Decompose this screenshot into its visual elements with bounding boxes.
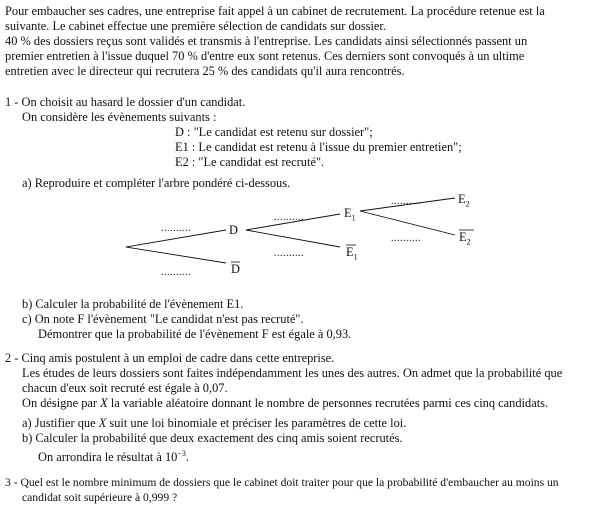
branch-d-e1bar — [246, 230, 340, 247]
q1-c2: Démontrer que la probabilité de l'évènement F est égale à 0,93. — [38, 327, 352, 341]
intro-line-4: premier entretien à l'issue duquel 70 % d'entre eux sont retenus. Ces derniers sont convoqués à un ultime — [5, 49, 525, 63]
tree-blank-e1-e2: .......... — [391, 196, 421, 207]
q1-a: a) Reproduire et compléter l'arbre pondéré ci-dessous. — [22, 176, 291, 190]
q2-b: b) Calculer la probabilité que deux exactement des cinq amis soient recrutés. — [22, 431, 403, 445]
node-d: D — [229, 223, 238, 237]
q2-line-3: chacun d'eux soit recruté est égale à 0,07. — [22, 381, 228, 395]
q2-a: a) Justifier que X suit une loi binomiale et préciser les paramètres de cette loi. — [22, 416, 407, 430]
q2-line-2: Les études de leurs dossiers sont faites indépendamment les unes des autres. On admet que la probabilité que — [22, 366, 563, 380]
tree-blank-d-e1bar: .......... — [274, 248, 304, 259]
event-e1: E1 : Le candidat est retenu à l'issue du premier entretien"; — [175, 140, 462, 154]
intro-line-3: 40 % des dossiers reçus sont validés et transmis à l'entreprise. Les candidats ainsi sélectionnés passent un — [5, 34, 528, 48]
q2-line-4: On désigne par X la variable aléatoire donnant le nombre de personnes recrutées parmi ces cinq candidats. — [22, 396, 549, 410]
intro-line-2: suivante. Le cabinet effectue une première sélection de candidats sur dossier. — [5, 19, 386, 33]
intro-line-1: Pour embaucher ses cadres, une entreprise fait appel à un cabinet de recrutement. La procédure retenue est la — [5, 4, 545, 18]
node-e2bar: $E_2$ — [459, 230, 471, 247]
q1-c: c) On note F l'évènement "Le candidat n'est pas recruté". — [22, 312, 304, 326]
intro-line-5: entretien avec le directeur qui recrutera 25 % des candidats qu'il aura rencontrés. — [5, 64, 405, 78]
node-dbar: D — [231, 262, 240, 276]
branch-root-dbar — [126, 247, 226, 263]
tree-blank-d-e1: .......... — [274, 212, 304, 223]
q2-b2: On arrondira le résultat à $10^{-3}$. — [38, 448, 189, 464]
q3-line-1: 3 - Quel est le nombre minimum de dossiers que le cabinet doit traiter pour que la probabilité d'embaucher au moins un — [5, 476, 559, 489]
node-e1: $E_1$ — [344, 206, 356, 223]
tree-blank-root-dbar: .......... — [161, 267, 191, 278]
q1-title: 1 - On choisit au hasard le dossier d'un candidat. — [5, 95, 246, 109]
node-e1bar: $E_1$ — [346, 245, 358, 262]
event-d: D : "Le candidat est retenu sur dossier"; — [175, 125, 373, 139]
q1-b: b) Calculer la probabilité de l'évènement E1. — [22, 297, 244, 311]
q3-line-2: candidat soit supérieure à 0,999 ? — [22, 491, 178, 504]
q1-consider: On considère les évènements suivants : — [22, 110, 217, 124]
node-e2: $E_2$ — [458, 192, 470, 209]
tree-blank-root-d: .......... — [161, 223, 191, 234]
event-e2: E2 : "Le candidat est recruté". — [175, 155, 325, 169]
tree-blank-e1-e2bar: .......... — [391, 233, 421, 244]
q2-title: 2 - Cinq amis postulent à un emploi de cadre dans cette entreprise. — [5, 351, 335, 365]
